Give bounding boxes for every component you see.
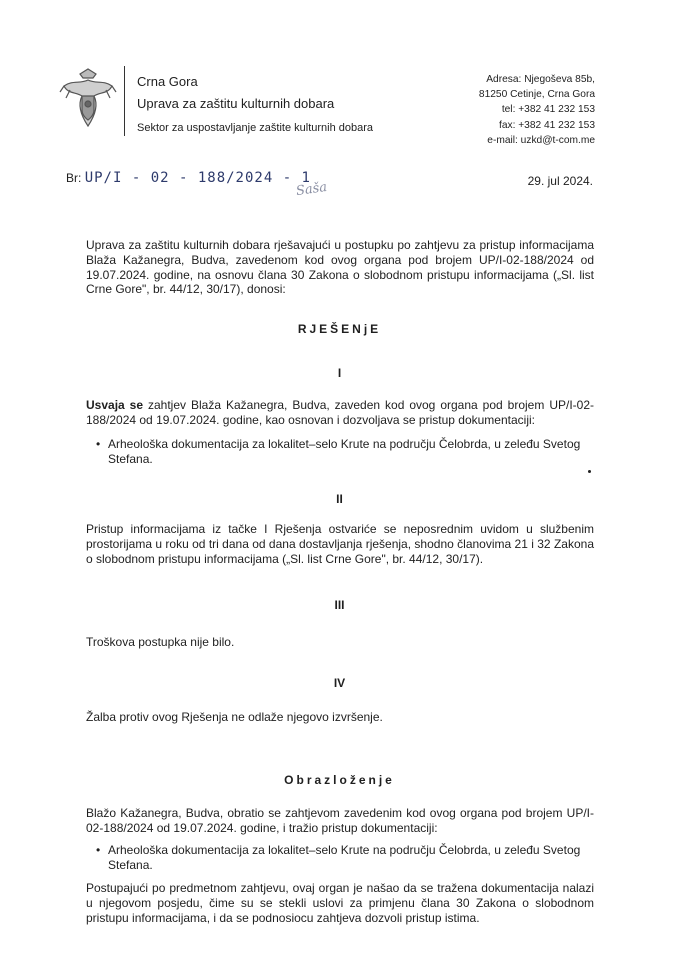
reference-label: Br: [66, 171, 82, 185]
section-1-paragraph [86, 398, 594, 428]
bullet-text: Arheološka dokumentacija za lokalitet–selo Krute na području Čelobrda, u zeleđu Svetog Stefana. [108, 843, 581, 872]
section-1-text: zahtjev Blaža Kažanegra, Budva, zaveden kod ovog organa pod brojem UP/I-02-188/2024 od 19.07.2024. godine, kao osnovan i dozvoljava se pristup dokumentaciji: [86, 398, 594, 427]
address-block [479, 72, 595, 148]
section-number: III [334, 598, 345, 612]
intro-paragraph: Uprava za zaštitu kulturnih dobara rješavajući u postupku po zahtjevu za pristup informacijama Blaža Kažanegra, Budva, zavedenom kod ovog organa pod brojem UP/I-02-188/2024 od 19.07.2024. godine, na osnovu člana 30 Zakona o slobodnom pristupu informacijama („Sl. list Crne Gore", br. 44/12, 30/17), donosi: [86, 238, 594, 297]
reasoning-paragraph-2: Postupajući po predmetnom zahtjevu, ovaj organ je našao da se tražena dokumentacija nalazi u njegovom posjedu, čime su se stekli uslovi za primjenu člana 30 Zakona o slobodnom pristupu informacijama, i da se podnosiocu zahtjeva dozvoli pristup istima. [86, 881, 594, 925]
document-date: 29. jul 2024. [527, 174, 593, 188]
header-divider [124, 66, 125, 136]
reasoning-title: Obrazloženje [284, 773, 395, 787]
bullet-icon: • [96, 437, 101, 451]
phone-line: tel: +382 41 232 153 [501, 104, 595, 116]
scan-speck [588, 470, 591, 473]
section-4-paragraph: Žalba protiv ovog Rješenja ne odlaže njegovo izvršenje. [86, 710, 383, 724]
section-number: IV [333, 676, 346, 690]
section-number: I [337, 366, 342, 380]
handwritten-reference: UP/I - 02 - 188/2024 - 1 [84, 170, 311, 186]
email-line: e-mail: uzkd@t-com.me [487, 134, 595, 146]
section-1-bold: Usvaja se [86, 398, 144, 412]
fax-line: fax: +382 41 232 153 [498, 119, 595, 131]
decision-title: RJEŠENjE [297, 322, 382, 336]
handwritten-note: Saša [295, 179, 328, 200]
address-line: Adresa: Njegoševa 85b, [486, 74, 595, 85]
section-3-paragraph: Troškova postupka nije bilo. [86, 635, 235, 649]
bullet-text: Arheološka dokumentacija za lokalitet–selo Krute na području Čelobrda, u zeleđu Svetog Stefana. [108, 437, 581, 466]
reasoning-paragraph-1: Blažo Kažanegra, Budva, obratio se zahtjevom zavedenim kod ovog organa pod brojem UP/I-02-188/2024 od 19.07.2024. godine, i tražio pristup dokumentaciji: [86, 806, 594, 835]
sector-name: Sektor za uspostavljanje zaštite kulturnih dobara [137, 122, 374, 134]
reasoning-bullet [96, 843, 594, 873]
reference-number [66, 170, 311, 186]
address-line: 81250 Cetinje, Crna Gora [478, 89, 595, 101]
country-name: Crna Gora [137, 74, 198, 89]
section-number: II [336, 492, 343, 506]
authority-name: Uprava za zaštitu kulturnih dobara [137, 96, 335, 111]
coat-of-arms-icon [58, 66, 118, 132]
section-2-paragraph: Pristup informacijama iz tačke I Rješenja ostvariće se neposrednim uvidom u službenim prostorijama u roku od tri dana od dana dostavljanja rješenja, shodno članovima 21 i 32 Zakona o slobodnom pristupu informacijama („Sl. list Crne Gore", br. 44/12, 30/17). [86, 522, 594, 566]
bullet-icon: • [96, 843, 101, 857]
section-1-bullet [96, 437, 594, 467]
